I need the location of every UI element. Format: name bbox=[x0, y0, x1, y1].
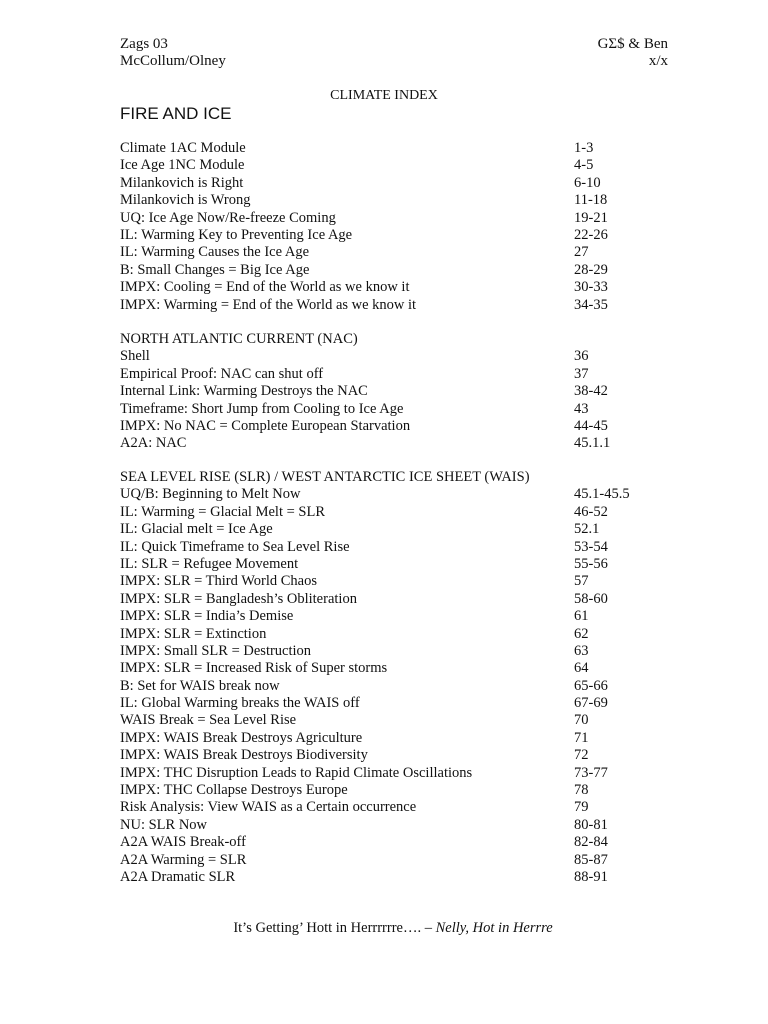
entry-label: Internal Link: Warming Destroys the NAC bbox=[120, 383, 368, 400]
entry-pages: 58-60 bbox=[574, 590, 608, 607]
entry-label: A2A Warming = SLR bbox=[120, 851, 247, 868]
entry-label: IMPX: THC Collapse Destroys Europe bbox=[120, 782, 348, 799]
entry-pages: 64 bbox=[574, 660, 589, 677]
index-entry bbox=[120, 643, 660, 660]
header-right bbox=[598, 36, 668, 70]
entry-label: IMPX: No NAC = Complete European Starvation bbox=[120, 417, 411, 434]
entry-pages: 63 bbox=[574, 642, 589, 659]
entry-pages: 1-3 bbox=[574, 140, 594, 156]
index-entry bbox=[120, 834, 660, 851]
entry-pages: 45.1.1 bbox=[574, 435, 611, 452]
index-entry bbox=[120, 591, 660, 608]
entry-label: IL: Warming Key to Preventing Ice Age bbox=[120, 226, 353, 243]
entry-label: IMPX: SLR = Bangladesh’s Obliteration bbox=[120, 590, 357, 607]
entry-pages: 73-77 bbox=[574, 764, 608, 781]
index-entry bbox=[120, 712, 660, 729]
entry-label: IL: Warming Causes the Ice Age bbox=[120, 244, 310, 261]
index-entry bbox=[120, 556, 660, 573]
entry-label: IMPX: SLR = India’s Demise bbox=[120, 608, 294, 625]
index-entry bbox=[120, 765, 660, 782]
entry-label: IL: SLR = Refugee Movement bbox=[120, 555, 299, 572]
index-entry bbox=[120, 210, 660, 227]
entry-label: IL: Glacial melt = Ice Age bbox=[120, 521, 273, 538]
index-entry bbox=[120, 660, 660, 677]
index-entry bbox=[120, 157, 660, 174]
entry-pages: 19-21 bbox=[574, 209, 608, 226]
index-entry bbox=[120, 418, 660, 435]
entry-pages: 27 bbox=[574, 244, 589, 261]
entry-label: IMPX: Cooling = End of the World as we know it bbox=[120, 279, 410, 296]
entry-label: IMPX: SLR = Increased Risk of Super storms bbox=[120, 660, 388, 677]
entry-label: UQ/B: Beginning to Melt Now bbox=[120, 486, 301, 503]
entry-pages: 57 bbox=[574, 573, 589, 590]
entry-pages: 11-18 bbox=[574, 192, 608, 209]
entry-label: IL: Global Warming breaks the WAIS off bbox=[120, 695, 360, 712]
entry-label: Timeframe: Short Jump from Cooling to Ice Age bbox=[120, 400, 404, 417]
entry-pages: 79 bbox=[574, 799, 589, 816]
index-entry bbox=[120, 175, 660, 192]
index-entry bbox=[120, 573, 660, 590]
header-page-marker: x/x bbox=[648, 53, 668, 69]
footer-quote bbox=[0, 920, 768, 937]
index-entry bbox=[120, 244, 660, 261]
entry-label: B: Set for WAIS break now bbox=[120, 677, 280, 694]
entry-pages: 70 bbox=[574, 712, 589, 729]
index-entry bbox=[120, 695, 660, 712]
section-heading: SEA LEVEL RISE (SLR) / WEST ANTARCTIC ICE SHEET (WAIS) bbox=[120, 469, 530, 485]
entry-label: IL: Quick Timeframe to Sea Level Rise bbox=[120, 538, 350, 555]
entry-label: IMPX: SLR = Third World Chaos bbox=[120, 573, 318, 590]
file-title: FIRE AND ICE bbox=[120, 104, 232, 123]
index-entry bbox=[120, 504, 660, 521]
header-left bbox=[120, 36, 226, 70]
entry-label: IMPX: WAIS Break Destroys Biodiversity bbox=[120, 747, 368, 764]
index-entry bbox=[120, 869, 660, 886]
header-authors: McCollum/Olney bbox=[120, 53, 226, 69]
entry-pages: 55-56 bbox=[574, 555, 608, 572]
index-entry bbox=[120, 678, 660, 695]
entry-pages: 67-69 bbox=[574, 695, 608, 712]
index-entry bbox=[120, 435, 660, 452]
header-team: Zags 03 bbox=[120, 36, 168, 52]
section-slr-wais bbox=[120, 469, 660, 886]
section-nac bbox=[120, 331, 660, 453]
entry-pages: 52.1 bbox=[574, 521, 600, 538]
index-entry bbox=[120, 262, 660, 279]
index-entry bbox=[120, 401, 660, 418]
index-entry bbox=[120, 279, 660, 296]
entry-pages: 44-45 bbox=[574, 417, 608, 434]
entry-pages: 36 bbox=[574, 348, 589, 365]
entry-pages: 65-66 bbox=[574, 677, 608, 694]
entry-pages: 82-84 bbox=[574, 834, 608, 851]
entry-label: B: Small Changes = Big Ice Age bbox=[120, 261, 310, 278]
entry-label: IMPX: WAIS Break Destroys Agriculture bbox=[120, 729, 363, 746]
section-climate-modules bbox=[120, 140, 660, 314]
entry-label: A2A: NAC bbox=[120, 435, 187, 452]
index-title: CLIMATE INDEX bbox=[330, 88, 438, 103]
entry-label: Climate 1AC Module bbox=[120, 140, 246, 156]
entry-pages: 62 bbox=[574, 625, 589, 642]
entry-label: Milankovich is Right bbox=[120, 174, 244, 191]
entry-label: IL: Warming = Glacial Melt = SLR bbox=[120, 503, 325, 520]
index-entry bbox=[120, 486, 660, 503]
index-entry bbox=[120, 140, 660, 157]
header-lab: GΣ$ & Ben bbox=[597, 36, 668, 52]
entry-label: IMPX: SLR = Extinction bbox=[120, 625, 267, 642]
entry-label: UQ: Ice Age Now/Re-freeze Coming bbox=[120, 209, 336, 226]
entry-label: WAIS Break = Sea Level Rise bbox=[120, 712, 297, 729]
entry-label: A2A Dramatic SLR bbox=[120, 868, 236, 885]
entry-label: A2A WAIS Break-off bbox=[120, 834, 246, 851]
index-entry bbox=[120, 730, 660, 747]
index-entry bbox=[120, 348, 660, 365]
index-entry bbox=[120, 852, 660, 869]
entry-pages: 78 bbox=[574, 782, 589, 799]
index-entry bbox=[120, 626, 660, 643]
index-entry bbox=[120, 817, 660, 834]
index-entry bbox=[120, 521, 660, 538]
index-entry bbox=[120, 782, 660, 799]
entry-pages: 85-87 bbox=[574, 851, 608, 868]
entry-label: IMPX: Warming = End of the World as we know it bbox=[120, 296, 417, 313]
index-entry bbox=[120, 799, 660, 816]
section-heading: NORTH ATLANTIC CURRENT (NAC) bbox=[120, 331, 358, 347]
entry-pages: 46-52 bbox=[574, 503, 608, 520]
entry-pages: 72 bbox=[574, 747, 589, 764]
entry-pages: 28-29 bbox=[574, 261, 608, 278]
footer-quote-text: It’s Getting’ Hott in Herrrrrre…. – bbox=[233, 920, 436, 936]
index-entry bbox=[120, 383, 660, 400]
index-entry bbox=[120, 297, 660, 314]
footer-attribution: Nelly, Hot in Herrre bbox=[435, 920, 553, 936]
entry-label: IMPX: Small SLR = Destruction bbox=[120, 642, 312, 659]
entry-label: IMPX: THC Disruption Leads to Rapid Climate Oscillations bbox=[120, 764, 473, 781]
index-entry bbox=[120, 608, 660, 625]
entry-pages: 80-81 bbox=[574, 816, 608, 833]
entry-pages: 34-35 bbox=[574, 296, 608, 313]
entry-pages: 30-33 bbox=[574, 279, 608, 296]
index-entry bbox=[120, 747, 660, 764]
entry-label: NU: SLR Now bbox=[120, 816, 208, 833]
entry-label: Ice Age 1NC Module bbox=[120, 157, 245, 174]
entry-pages: 88-91 bbox=[574, 868, 608, 885]
entry-label: Empirical Proof: NAC can shut off bbox=[120, 365, 324, 382]
entry-pages: 61 bbox=[574, 608, 589, 625]
entry-pages: 38-42 bbox=[574, 383, 608, 400]
entry-label: Risk Analysis: View WAIS as a Certain occurrence bbox=[120, 799, 417, 816]
entry-pages: 71 bbox=[574, 729, 589, 746]
entry-pages: 6-10 bbox=[574, 174, 601, 191]
entry-pages: 37 bbox=[574, 365, 589, 382]
entry-label: Milankovich is Wrong bbox=[120, 192, 251, 209]
entry-pages: 45.1-45.5 bbox=[574, 486, 630, 503]
entry-pages: 43 bbox=[574, 400, 589, 417]
index-entry bbox=[120, 192, 660, 209]
index-entry bbox=[120, 366, 660, 383]
entry-pages: 53-54 bbox=[574, 538, 608, 555]
entry-pages: 4-5 bbox=[574, 157, 594, 174]
entry-pages: 22-26 bbox=[574, 226, 608, 243]
index-entry bbox=[120, 539, 660, 556]
index-entry bbox=[120, 227, 660, 244]
entry-label: Shell bbox=[120, 348, 150, 365]
